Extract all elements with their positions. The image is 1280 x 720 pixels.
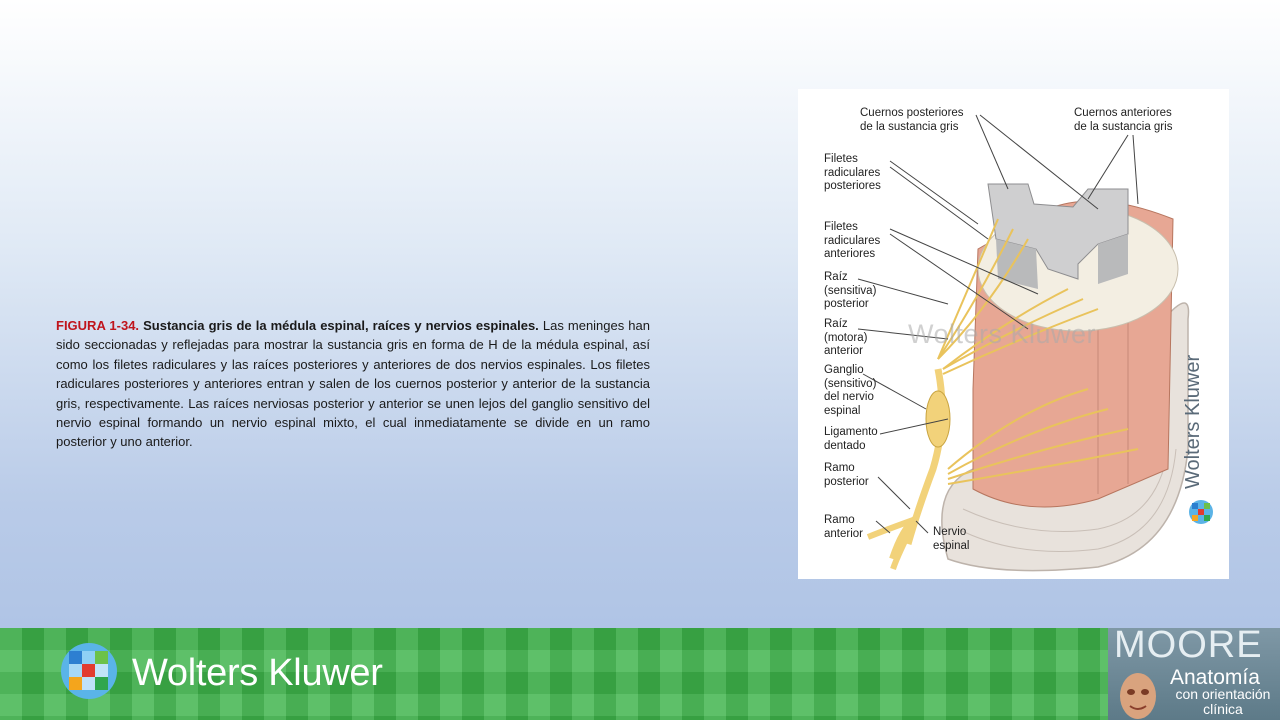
- anatomy-figure: [798, 89, 1229, 579]
- label-cuernos-anteriores: Cuernos anteriores de la sustancia gris: [1074, 107, 1173, 133]
- kluwer-logo-small: [1188, 499, 1214, 525]
- label-filetes-posteriores: Filetes radiculares posteriores: [824, 153, 881, 193]
- book-subtitle: Anatomía: [1170, 666, 1260, 689]
- label-cuernos-posteriores: Cuernos posteriores de la sustancia gris: [860, 107, 964, 133]
- footer-brand: Wolters Kluwer: [132, 652, 383, 694]
- book-subtitle-2: con orientación clínica: [1175, 686, 1271, 717]
- label-nervio-espinal: Nervio espinal: [933, 526, 970, 552]
- label-ramo-posterior: Ramo posterior: [824, 462, 869, 488]
- label-ramo-anterior: Ramo anterior: [824, 514, 863, 540]
- label-ligamento: Ligamento dentado: [824, 426, 878, 452]
- wolters-kluwer-logo: [60, 642, 118, 700]
- book-badge: [1108, 624, 1280, 720]
- anatomy-face-icon: [1112, 668, 1164, 720]
- watermark-vertical: Wolters Kluwer: [1182, 354, 1204, 489]
- figure-description: Las meninges han sido seccionadas y reflejadas para mostrar la sustancia gris en forma de H de la médula espinal, así como los filetes radiculares y las raíces posteriores y anteriores de dos nervios espinales. Los filetes radiculares posteriores y anteriores entran y salen de los cuernos posterior y anterior de la sustancia gris, respectivamente. Las raíces nerviosas posterior y anterior se unen lejos del ganglio sensitivo del nervio espinal formando un nervio espinal mixto, el cual inmediatamente se divide en un ramo posterior y uno anterior.: [56, 318, 650, 450]
- watermark-center: Wolters Kluwer: [908, 319, 1097, 349]
- label-filetes-anteriores: Filetes radiculares anteriores: [824, 221, 881, 261]
- label-raiz-sensitiva: Raíz (sensitiva) posterior: [824, 271, 877, 311]
- figure-caption: [56, 316, 650, 452]
- footer-bar: [0, 628, 1280, 720]
- book-title: MOORE: [1114, 624, 1263, 666]
- figure-number: FIGURA 1-34.: [56, 318, 140, 333]
- label-raiz-motora: Raíz (motora) anterior: [824, 318, 868, 358]
- figure-title: Sustancia gris de la médula espinal, raíces y nervios espinales.: [143, 318, 539, 333]
- label-ganglio: Ganglio (sensitivo) del nervio espinal: [824, 364, 877, 417]
